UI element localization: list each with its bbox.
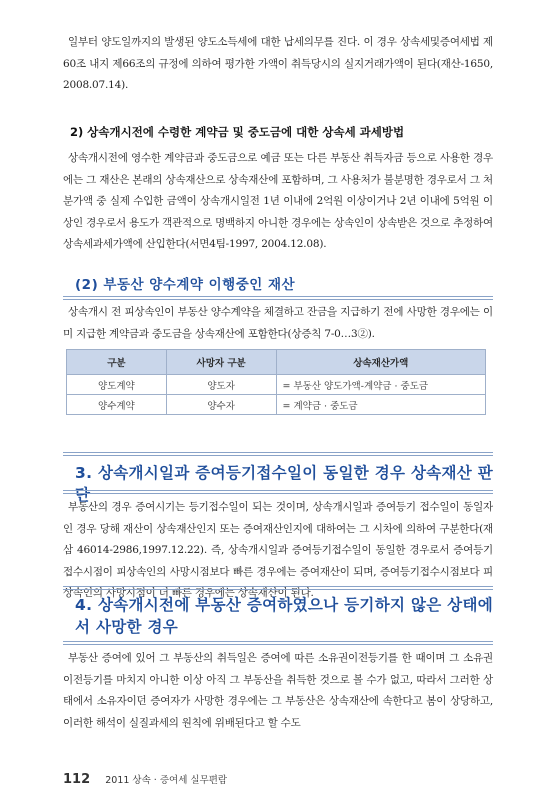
table-cell: = 부동산 양도가액-계약금 · 중도금 — [276, 375, 486, 395]
major-heading-same-date: 3. 상속개시일과 증여등기접수일이 동일한 경우 상속재산 판단 — [75, 464, 494, 504]
table-row — [67, 395, 486, 415]
major-heading-rule-bottom — [63, 641, 493, 646]
table-header-cell: 상속재산가액 — [276, 350, 486, 375]
paragraph-same-date: 부동산의 경우 증여시기는 등기접수일이 되는 것이며, 상속개시일과 증여등기 접수일이 동일자인 경우 당해 재산이 상속재산인지 또는 증여재산인지에 대하여는 그 시차에 의하여 구분한다(재삼 46014-2986,1997.12.22). 즉, 상속개시일과 증여등기접수일이 동일한 경우로서 증여등기접수시점이 피상속인의 사망시점보다 빠른 경우에는 증여재산이 되며, 증여등기접수시점보다 피상속인의 사망시점이 더 빠른 경우에는 상속재산이 된다. — [63, 501, 493, 600]
paragraph-deposit-usage: 상속개시전에 영수한 계약금과 중도금으로 예금 또는 다른 부동산 취득자금 등으로 사용한 경우에는 그 재산은 본래의 상속재산으로 상속재산에 포함하며, 그 사용처가 불분명한 경우로서 그 처분가액 중 실제 수입한 금액이 상속개시일전 1년 이내에 2억원 이상이거나 2년 이내에 5억원 이상인 경우로서 용도가 객관적으로 명백하지 아니한 경우에는 상속인이 상속받은 것으로 추정하여 상속세과세가액에 산입한다(서면4팀-1997, 2004.12.08). — [63, 152, 493, 251]
page-number: 112 — [63, 772, 91, 787]
major-heading-rule-bottom — [63, 490, 493, 495]
table-cell: 양도계약 — [67, 375, 167, 395]
table-cell: 양도자 — [166, 375, 276, 395]
table-cell: = 계약금 · 중도금 — [276, 395, 486, 415]
major-heading-rule-top — [63, 452, 493, 457]
subheading-deposit-tax-method: 2) 상속개시전에 수령한 계약금 및 중도금에 대한 상속세 과세방법 — [70, 125, 405, 139]
table-row — [67, 375, 486, 395]
table-header-cell: 구분 — [67, 350, 167, 375]
major-heading-unregistered-gift: 4. 상속개시전에 부동산 증여하였으나 등기하지 않은 상태에서 사망한 경우 — [75, 596, 494, 636]
inheritance-value-table — [66, 349, 486, 415]
book-title: 2011 상속 · 증여세 실무편람 — [105, 775, 228, 786]
major-heading-rule-top — [63, 586, 493, 591]
paragraph-unregistered-gift: 부동산 증여에 있어 그 부동산의 취득일은 증여에 따른 소유권이전등기를 한 때이며 그 소유권이전등기를 마치지 아니한 이상 아직 그 부동산을 취득한 것으로 볼 수가 없고, 따라서 그러한 상태에서 소유자이던 증여자가 사망한 경우에는 그 부동산은 상속재산에 속한다고 봄이 상당하고, 이러한 해석이 실질과세의 원칙에 위배된다고 할 수도 — [63, 652, 493, 729]
paragraph-transfer-tax: 일부터 양도일까지의 발생된 양도소득세에 대한 납세의무를 진다. 이 경우 상속세및증여세법 제60조 내지 제66조의 규정에 의하여 평가한 가액이 취득당시의 실지거래가액이 된다(재산-1650, 2008.07.14). — [63, 36, 493, 92]
paragraph-acquisition-contract: 상속개시 전 피상속인이 부동산 양수계약을 체결하고 잔금을 지급하기 전에 사망한 경우에는 이미 지급한 계약금과 중도금을 상속재산에 포함한다(상증칙 7-0…3②). — [63, 306, 493, 340]
table-cell: 양수자 — [166, 395, 276, 415]
page-footer — [63, 768, 227, 787]
section-heading-acquisition-contract: (2) 부동산 양수계약 이행중인 재산 — [75, 277, 296, 293]
table-header-cell: 사망자 구분 — [166, 350, 276, 375]
section-divider — [63, 296, 493, 301]
table-cell: 양수계약 — [67, 395, 167, 415]
table-header-row — [67, 350, 486, 375]
